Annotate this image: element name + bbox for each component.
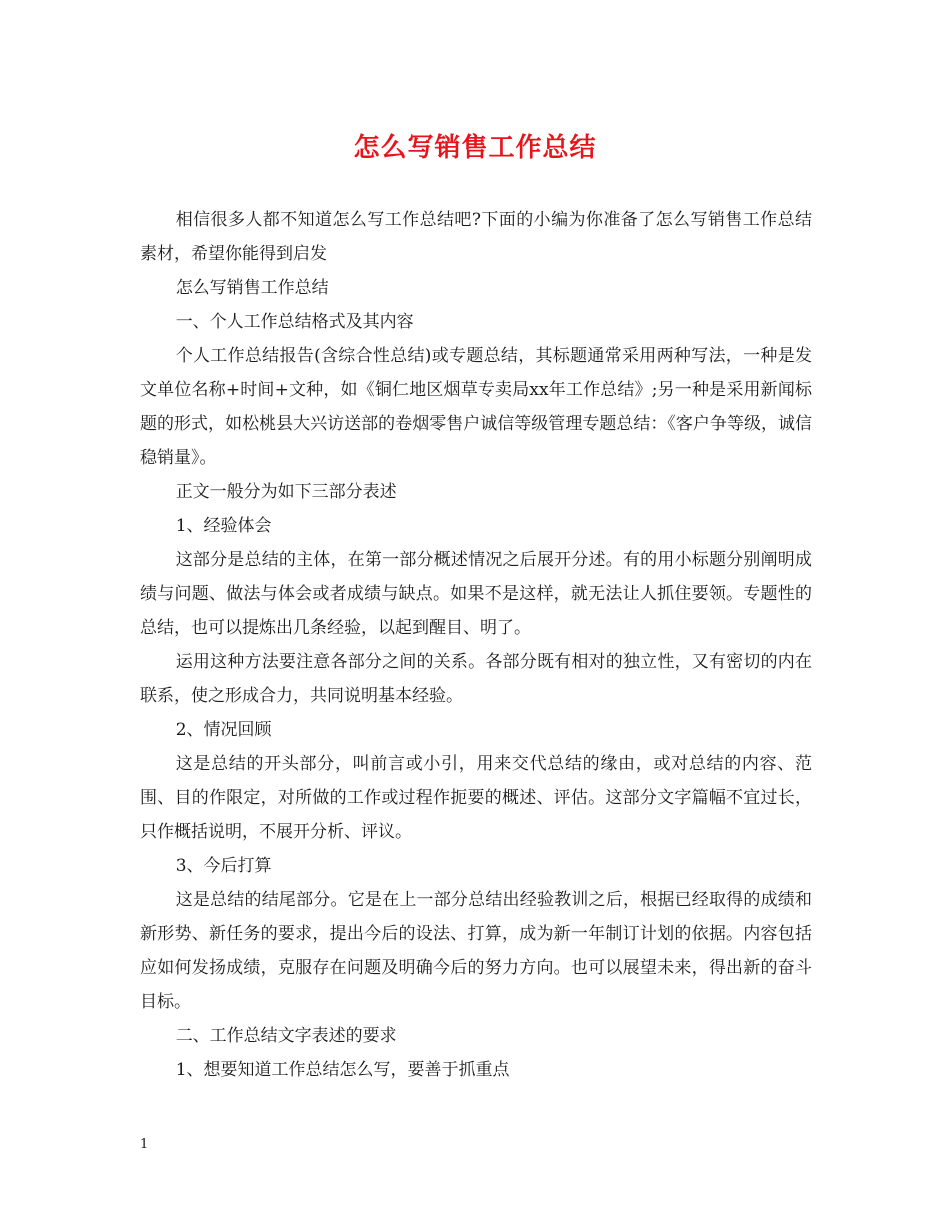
body-paragraph: 运用这种方法要注意各部分之间的关系。各部分既有相对的独立性，又有密切的内在联系，使之形成合力，共同说明基本经验。 xyxy=(140,652,812,706)
subheading-experience: 1、经验体会 xyxy=(175,516,272,536)
subtitle-line: 怎么写销售工作总结 xyxy=(175,278,329,298)
section-heading-1: 一、个人工作总结格式及其内容 xyxy=(175,312,414,332)
subheading-focus: 1、想要知道工作总结怎么写，要善于抓重点 xyxy=(175,1060,510,1080)
body-paragraph: 这是总结的结尾部分。它是在上一部分总结出经验教训之后，根据已经取得的成绩和新形势、新任务的要求，提出今后的设法、打算，成为新一年制订计划的依据。内容包括应如何发扬成绩，克服存在问题及明确今后的努力方向。也可以展望未来，得出新的奋斗目标。 xyxy=(140,890,812,1012)
page-number: 1 xyxy=(140,1137,149,1152)
subheading-plans: 3、今后打算 xyxy=(175,856,272,876)
intro-paragraph: 相信很多人都不知道怎么写工作总结吧?下面的小编为你准备了怎么写销售工作总结素材，希望你能得到启发 xyxy=(140,210,812,264)
document-body xyxy=(140,203,812,1087)
body-paragraph: 正文一般分为如下三部分表述 xyxy=(175,482,397,502)
body-paragraph: 这是总结的开头部分，叫前言或小引，用来交代总结的缘由，或对总结的内容、范围、目的作限定，对所做的工作或过程作扼要的概述、评估。这部分文字篇幅不宜过长，只作概括说明，不展开分析、评议。 xyxy=(140,754,812,842)
subheading-review: 2、情况回顾 xyxy=(175,720,272,740)
body-paragraph: 这部分是总结的主体，在第一部分概述情况之后展开分述。有的用小标题分别阐明成绩与问题、做法与体会或者成绩与缺点。如果不是这样，就无法让人抓住要领。专题性的总结，也可以提炼出几条经验，以起到醒目、明了。 xyxy=(140,550,812,638)
document-title: 怎么写销售工作总结 xyxy=(353,133,597,163)
section-heading-2: 二、工作总结文字表述的要求 xyxy=(175,1026,397,1046)
body-paragraph: 个人工作总结报告(含综合性总结)或专题总结，其标题通常采用两种写法，一种是发文单位名称+时间+文种，如《铜仁地区烟草专卖局xx年工作总结》;另一种是采用新闻标题的形式，如松桃县大兴访送部的卷烟零售户诚信等级管理专题总结：《客户争等级，诚信稳销量》。 xyxy=(140,346,812,468)
